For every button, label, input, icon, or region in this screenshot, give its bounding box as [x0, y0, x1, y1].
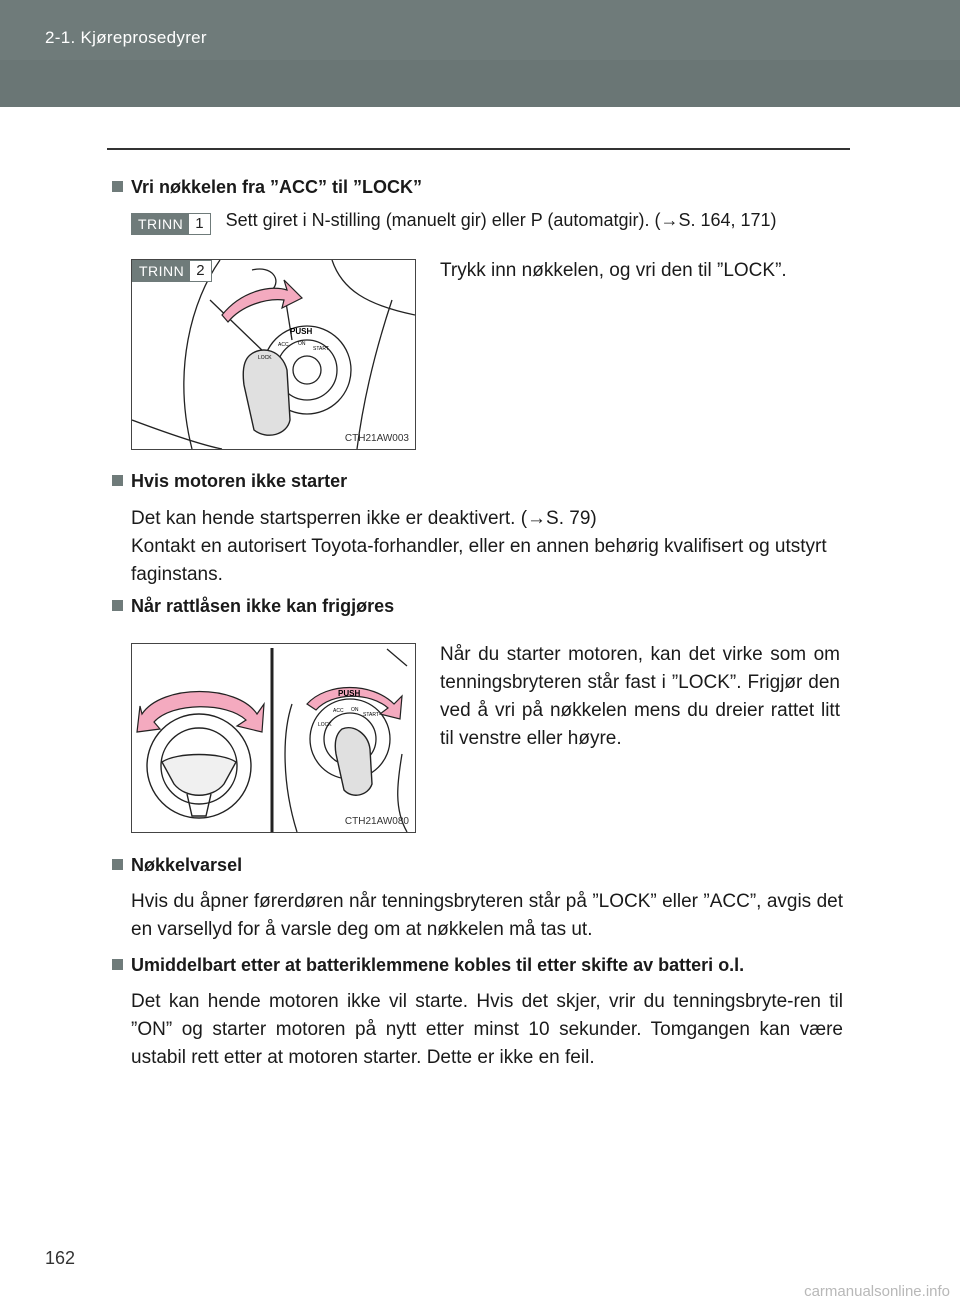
battery-paragraph: Det kan hende motoren ikke vil starte. Hvis det skjer, vrir du tenningsbryte-ren til ”ON” og starter motoren på nytt etter minst 10 sekunder. Tomgangen kan være ustabil rett etter at motoren starter. Dette er ikke en feil. [131, 991, 843, 1068]
section-title-text: Vri nøkkelen fra ”ACC” til ”LOCK” [131, 177, 423, 197]
section-title-text: Nøkkelvarsel [131, 855, 243, 875]
step-badge [132, 260, 212, 282]
page-number: 162 [45, 1248, 76, 1268]
section-title-text: Når rattlåsen ikke kan frigjøres [131, 596, 395, 616]
section-title-no-start [112, 471, 347, 492]
step-badge-label: TRINN [132, 214, 189, 234]
start-position-label: START [363, 712, 379, 718]
step-1-text: Sett giret i N-stilling (manuelt gir) eller P (automatgir). ( [225, 210, 661, 230]
ignition-key-illustration [132, 260, 415, 449]
lock-position-label: LOCK [258, 355, 272, 361]
key-warning-paragraph: Hvis du åpner førerdøren når tenningsbryteren står på ”LOCK” eller ”ACC”, avgis det en varsellyd for å varsle deg om at nøkkelen må tas ut. [131, 891, 843, 940]
steering-lock-paragraph: Når du starter motoren, kan det virke som om tenningsbryteren står fast i ”LOCK”. Frigjør den ved å vri på nøkkelen mens du dreier rattet litt til venstre eller høyre. [440, 644, 840, 749]
acc-position-label: ACC [278, 342, 289, 348]
no-start-ref: S. 79) [546, 508, 597, 529]
watermark-text: carmanualsonline.info [804, 1283, 950, 1300]
section-title-steering-lock [112, 596, 394, 617]
on-position-label: ON [351, 707, 359, 713]
section-square-icon [112, 600, 123, 611]
figure-code: CTH21AW080 [344, 816, 409, 827]
arrow-right-icon: → [660, 210, 679, 230]
step-1 [131, 210, 777, 235]
section-square-icon [112, 475, 123, 486]
section-title-acc-lock [112, 177, 422, 198]
section-title-key-warning [112, 855, 242, 876]
step-2-badge-wrap [132, 260, 212, 282]
chapter-title: 2-1. Kjøreprosedyrer [45, 28, 207, 47]
figure-code: CTH21AW003 [344, 433, 409, 444]
section-title-battery [112, 955, 744, 976]
on-position-label: ON [298, 341, 306, 347]
lock-position-label: LOCK [318, 722, 332, 728]
push-label: PUSH [290, 327, 313, 336]
start-position-label: START [313, 346, 329, 352]
section-square-icon [112, 859, 123, 870]
acc-position-label: ACC [333, 708, 344, 714]
step-badge-number: 1 [189, 214, 209, 234]
figure-steering-lock [131, 643, 416, 833]
step-badge-number: 2 [190, 261, 210, 281]
figure-ignition-lock [131, 259, 416, 450]
section-title-text: Hvis motoren ikke starter [131, 471, 348, 491]
step-badge-label: TRINN [133, 261, 190, 281]
section-square-icon [112, 959, 123, 970]
section-square-icon [112, 181, 123, 192]
step-badge [131, 213, 211, 235]
page-header [0, 0, 960, 107]
top-rule [107, 148, 850, 150]
no-start-paragraph [131, 505, 843, 589]
step-2-text: Trykk inn nøkkelen, og vri den til ”LOCK”. [440, 260, 787, 281]
header-band [0, 60, 960, 107]
section-title-text: Umiddelbart etter at batteriklemmene kobles til etter skifte av batteri o.l. [131, 955, 745, 975]
push-label: PUSH [338, 689, 361, 698]
steering-wheel-illustration [132, 644, 415, 832]
no-start-text-1: Det kan hende startsperren ikke er deaktivert. ( [131, 508, 528, 529]
arrow-right-icon: → [527, 508, 547, 529]
no-start-text-2: Kontakt en autorisert Toyota-forhandler, eller en annen behørig kvalifisert og utstyrt faginstans. [131, 536, 827, 585]
step-1-ref: S. 164, 171) [678, 210, 777, 230]
